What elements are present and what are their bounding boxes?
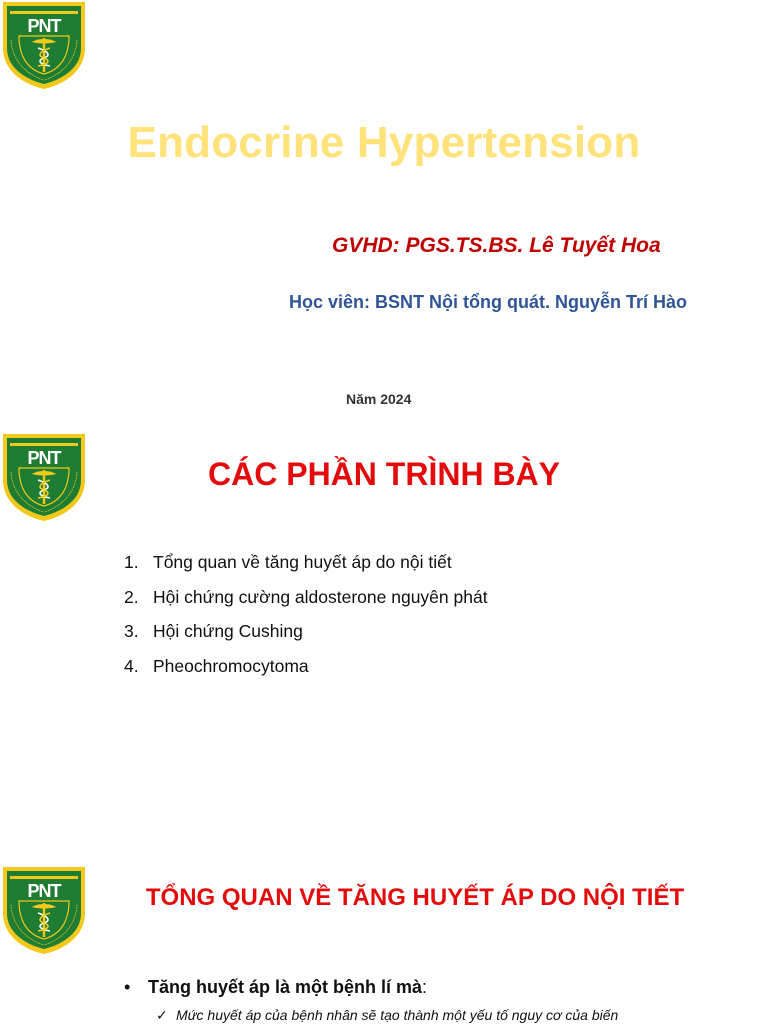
overview-title: TỔNG QUAN VỀ TĂNG HUYẾT ÁP DO NỘI TIẾT [145, 884, 685, 911]
bullet-rest-text: : [422, 977, 428, 997]
list-item [124, 619, 488, 654]
item-number: 3. [124, 621, 139, 641]
sub-bullet-item [156, 1007, 618, 1024]
list-item [124, 550, 488, 585]
item-text: Tổng quan về tăng huyết áp do nội tiết [153, 552, 452, 572]
outline-slide [0, 430, 768, 850]
bullet-strong-text: Tăng huyết áp là một bệnh lí mà [148, 977, 423, 997]
year-label: Năm 2024 [346, 391, 412, 407]
overview-slide [0, 862, 768, 1024]
student-line: Học viên: BSNT Nội tổng quát. Nguyễn Trí Hào [289, 292, 688, 312]
presentation-title: Endocrine Hypertension [127, 118, 641, 167]
item-text: Pheochromocytoma [153, 655, 309, 676]
bullet-item [124, 977, 427, 998]
list-item [124, 654, 488, 689]
item-number: 1. [124, 552, 139, 572]
item-text: Hội chứng Cushing [153, 621, 303, 641]
checkmark-icon: ✓ [156, 1007, 168, 1023]
outline-title: CÁC PHẦN TRÌNH BÀY [208, 456, 560, 492]
item-text: Hội chứng cường aldosterone nguyên phát [153, 586, 488, 607]
bullet-icon: • [124, 977, 131, 997]
title-slide [0, 0, 768, 420]
outline-list [124, 550, 488, 688]
list-item [124, 585, 488, 620]
advisor-line: GVHD: PGS.TS.BS. Lê Tuyết Hoa [332, 234, 661, 257]
item-number: 4. [124, 655, 139, 676]
item-number: 2. [124, 586, 139, 607]
pnt-university-logo [0, 0, 88, 90]
sub-bullet-text: Mức huyết áp của bệnh nhân sẽ tạo thành một yếu tố nguy cơ của biến [176, 1007, 619, 1023]
